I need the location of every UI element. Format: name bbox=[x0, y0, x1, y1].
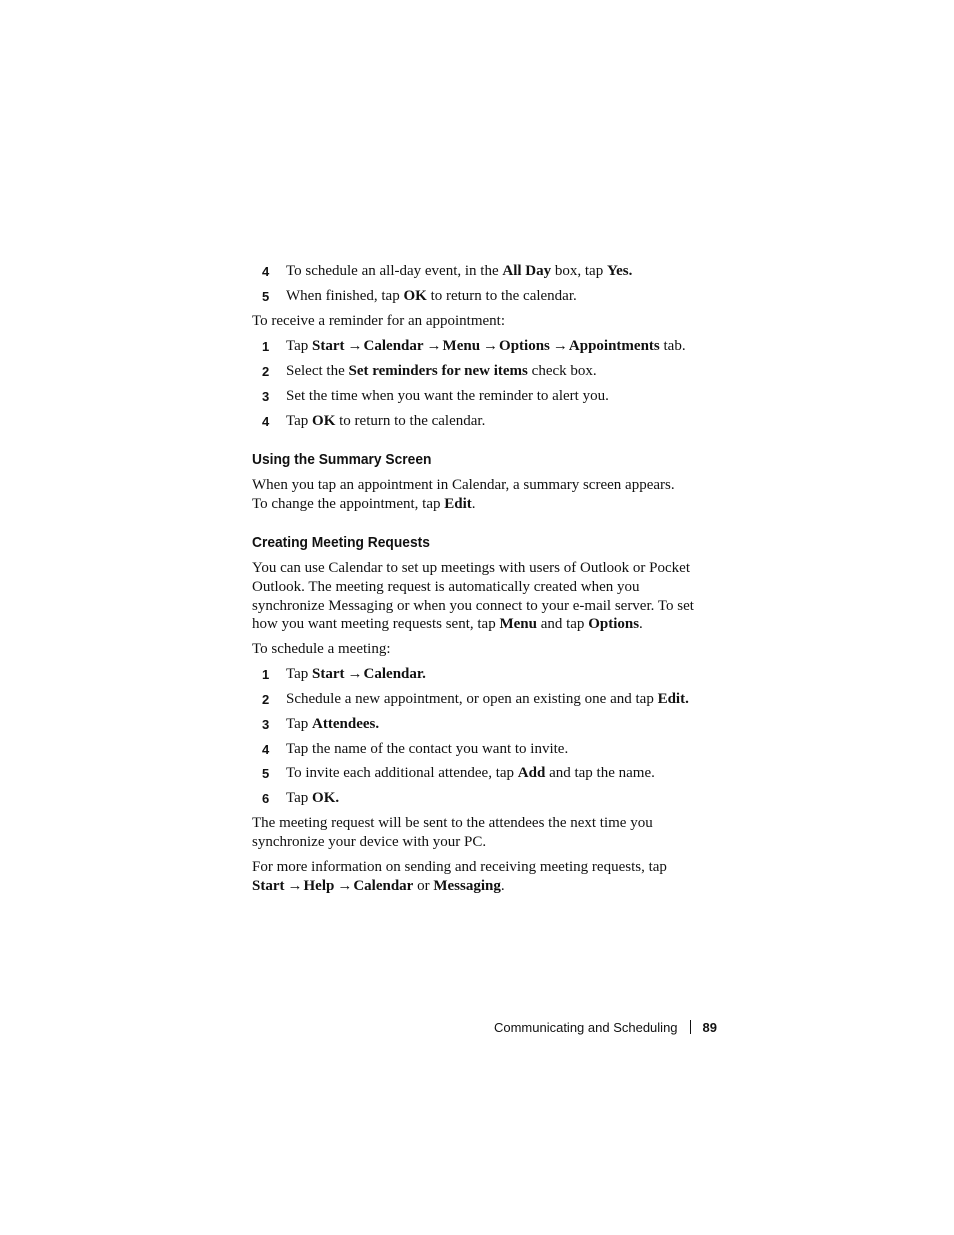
step-number: 2 bbox=[262, 692, 270, 707]
step-number: 5 bbox=[262, 766, 270, 781]
footer-divider bbox=[690, 1020, 691, 1034]
step-number: 4 bbox=[262, 742, 270, 757]
meeting-paragraph-line: You can use Calendar to set up meetings with users of Outlook or Pocket bbox=[252, 560, 690, 576]
step-number: 4 bbox=[262, 264, 270, 279]
footer-section-title: Communicating and Scheduling bbox=[493, 1020, 678, 1035]
arrow-icon: → bbox=[426, 338, 442, 354]
meeting-paragraph-line: how you want meeting requests sent, tap Menu and tap Options. bbox=[252, 616, 643, 632]
arrow-icon: → bbox=[287, 878, 303, 894]
page-number: 89 bbox=[702, 1020, 717, 1035]
step-text: Tap OK. bbox=[286, 790, 340, 806]
step-number: 3 bbox=[262, 389, 270, 404]
step-text: Tap Start →Calendar →Menu →Options →Appointments tab. bbox=[286, 338, 686, 354]
step-number: 3 bbox=[262, 717, 270, 732]
step-text: To invite each additional attendee, tap Add and tap the name. bbox=[286, 765, 655, 781]
step-text: Schedule a new appointment, or open an existing one and tap Edit. bbox=[286, 691, 689, 707]
arrow-icon: → bbox=[552, 338, 568, 354]
section-heading-meeting: Creating Meeting Requests bbox=[252, 534, 430, 551]
step-number: 1 bbox=[262, 667, 270, 682]
step-text: When finished, tap OK to return to the calendar. bbox=[286, 288, 577, 304]
summary-paragraph-line: When you tap an appointment in Calendar, a summary screen appears. bbox=[252, 477, 675, 493]
page-footer bbox=[494, 1020, 717, 1035]
step-text: Tap Attendees. bbox=[286, 716, 380, 732]
step-text: To schedule an all-day event, in the All Day box, tap Yes. bbox=[286, 263, 633, 279]
meeting-paragraph-line: Outlook. The meeting request is automatically created when you bbox=[252, 579, 640, 595]
arrow-icon: → bbox=[483, 338, 499, 354]
step-number: 2 bbox=[262, 364, 270, 379]
intro-reminder: To receive a reminder for an appointment: bbox=[252, 313, 506, 329]
step-text: Tap the name of the contact you want to invite. bbox=[286, 741, 569, 757]
more-info-paragraph-line: For more information on sending and receiving meeting requests, tap bbox=[252, 859, 667, 875]
arrow-icon: → bbox=[337, 878, 353, 894]
meeting-paragraph-line: synchronize Messaging or when you connect to your e-mail server. To set bbox=[252, 598, 694, 614]
step-number: 6 bbox=[262, 791, 270, 806]
step-number: 5 bbox=[262, 289, 270, 304]
intro-meeting: To schedule a meeting: bbox=[252, 641, 391, 657]
send-paragraph-line: The meeting request will be sent to the attendees the next time you bbox=[252, 815, 653, 831]
more-info-paragraph-line: Start →Help →Calendar or Messaging. bbox=[252, 878, 505, 894]
step-text: Tap OK to return to the calendar. bbox=[286, 413, 486, 429]
send-paragraph-line: synchronize your device with your PC. bbox=[252, 834, 487, 850]
arrow-icon: → bbox=[347, 338, 363, 354]
section-heading-summary: Using the Summary Screen bbox=[252, 451, 432, 468]
step-text: Set the time when you want the reminder to alert you. bbox=[286, 388, 609, 404]
arrow-icon: → bbox=[347, 666, 363, 682]
step-text: Tap Start →Calendar. bbox=[286, 666, 426, 682]
summary-paragraph-line: To change the appointment, tap Edit. bbox=[252, 496, 476, 512]
step-text: Select the Set reminders for new items check box. bbox=[286, 363, 597, 379]
step-number: 4 bbox=[262, 414, 270, 429]
step-number: 1 bbox=[262, 339, 270, 354]
